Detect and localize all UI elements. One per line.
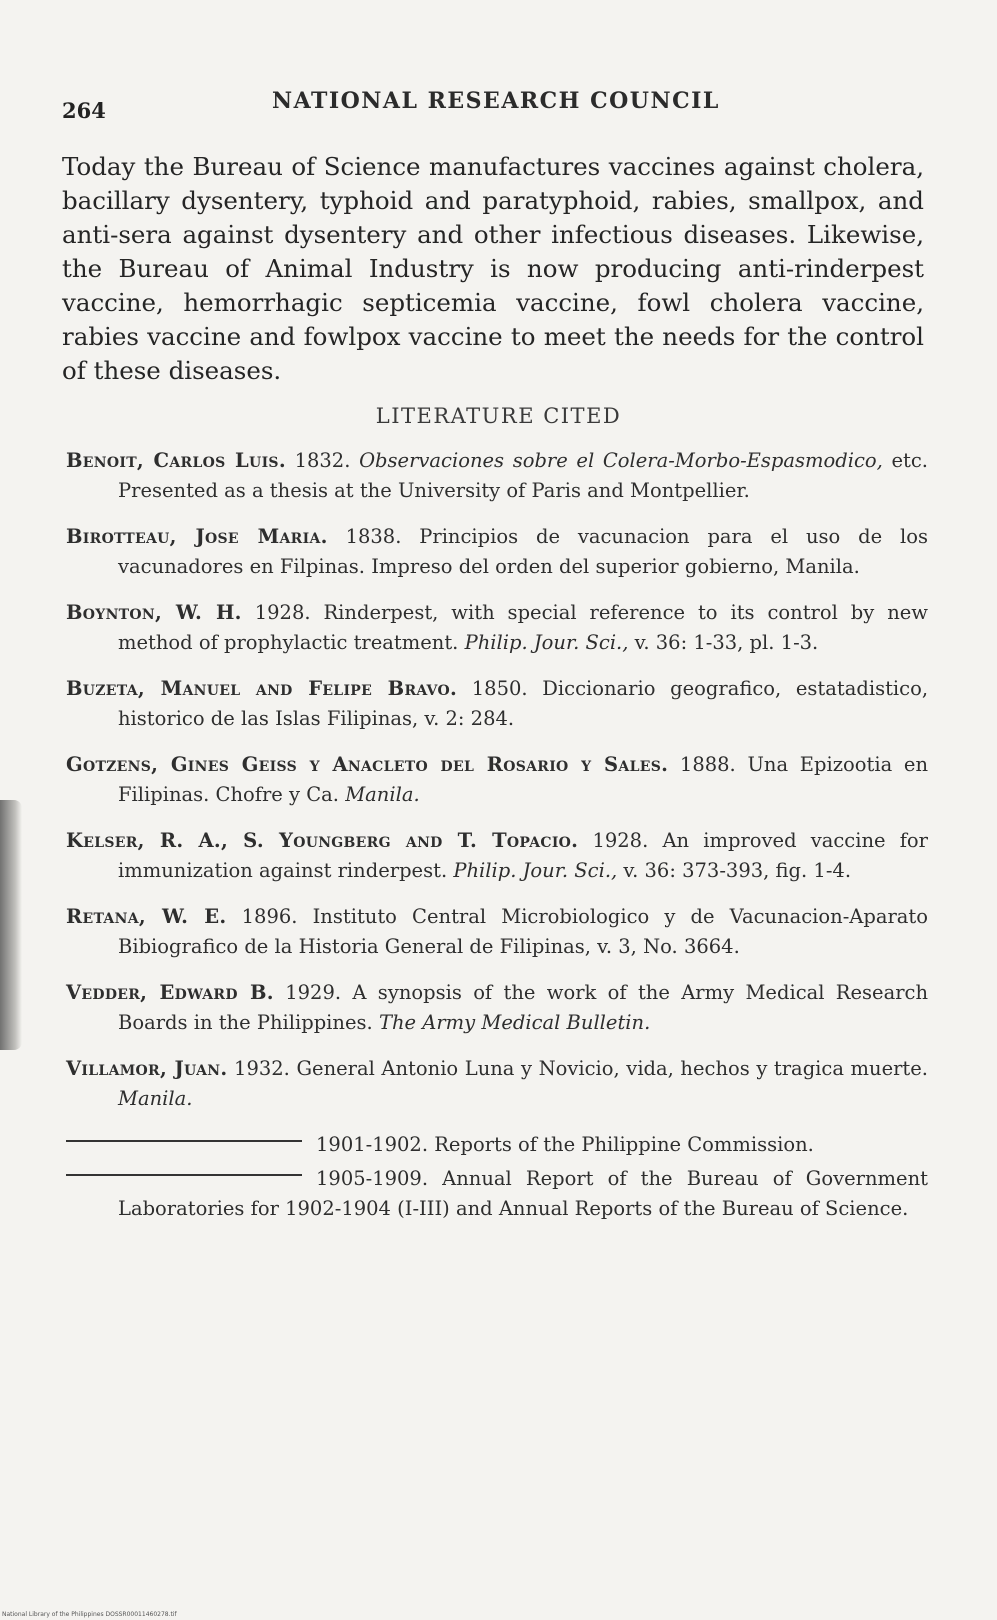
reference-author: Gotzens, Gines Geiss y Anacleto del Rosario y Sales. — [66, 753, 669, 776]
reference-text: General Antonio Luna y Novicio, vida, hechos y tragica muerte. — [296, 1057, 929, 1080]
reference-year: 1928. — [592, 829, 649, 852]
reference-author: Birotteau, Jose Maria. — [66, 525, 328, 548]
reference-item — [66, 978, 928, 1038]
reference-journal: The Army Medical Bulletin. — [378, 1011, 651, 1034]
reference-text: Instituto Central Microbiologico y de Vacunacion-Aparato Bibiografico de la Historia General de Filipinas, v. 3, No. 3664. — [118, 905, 929, 958]
reference-item — [66, 598, 928, 658]
reference-year: 1901-1902. — [316, 1133, 429, 1156]
running-title: NATIONAL RESEARCH COUNCIL — [272, 88, 720, 114]
ditto-rule — [66, 1140, 302, 1142]
reference-item — [66, 1130, 928, 1160]
reference-text: Rinderpest, with special reference to its control by new method of prophylactic treatment. — [118, 601, 928, 654]
page-binding-shadow — [0, 800, 22, 1050]
reference-item — [66, 750, 928, 810]
reference-author: Villamor, Juan. — [66, 1057, 228, 1080]
reference-item — [66, 674, 928, 734]
intro-paragraph: Today the Bureau of Science manufactures vaccines against cholera, bacillary dysentery, typhoid and paratyphoid, rabies, smallpox, and anti-sera against dysentery and other infectious diseases. Likewise, the Bureau of Animal Industry is now producing anti-rinderpest vaccine, hemorrhagic septicemia vaccine, fowl cholera vaccine, rabies vaccine and fowlpox vaccine to meet the needs for the control of these diseases. — [62, 152, 924, 385]
reference-text: An improved vaccine for immunization against rinderpest. — [118, 829, 928, 882]
reference-item — [66, 1054, 928, 1114]
reference-author: Retana, W. E. — [66, 905, 227, 928]
reference-year: 1929. — [285, 981, 342, 1004]
reference-title: Observaciones sobre el Colera-Morbo-Espasmodico, — [359, 449, 883, 472]
reference-journal: Philip. Jour. Sci., — [464, 631, 629, 654]
reference-text: Principios de vacunacion para el uso de los vacunadores en Filpinas. Impreso del orden del superior gobierno, Manila. — [118, 525, 928, 578]
reference-year: 1888. — [679, 753, 736, 776]
reference-author: Boynton, W. H. — [66, 601, 242, 624]
reference-item — [66, 522, 928, 582]
reference-year: 1932. — [234, 1057, 290, 1080]
reference-item — [66, 1164, 928, 1224]
reference-year: 1928. — [254, 601, 311, 624]
reference-text: v. 36: 373-393, fig. 1-4. — [623, 859, 852, 882]
reference-year: 1838. — [345, 525, 402, 548]
reference-year: 1896. — [241, 905, 298, 928]
reference-place: Manila. — [118, 1087, 193, 1110]
reference-text: Annual Report of the Bureau of Government Laboratories for 1902-1904 (I-III) and Annual Reports of the Bureau of Science. — [118, 1167, 928, 1220]
reference-text: Reports of the Philippine Commission. — [434, 1133, 814, 1156]
reference-text: A synopsis of the work of the Army Medical Research Boards in the Philippines. — [118, 981, 929, 1034]
references-list — [66, 446, 928, 1240]
reference-place: Manila. — [345, 783, 420, 806]
reference-item — [66, 902, 928, 962]
reference-item — [66, 446, 928, 506]
section-title: LITERATURE CITED — [375, 404, 622, 428]
reference-text: Una Epizootia en Filipinas. Chofre y Ca. — [118, 753, 929, 806]
reference-text: etc. Presented as a thesis at the University of Paris and Montpellier. — [118, 449, 928, 502]
reference-author: Benoit, Carlos Luis. — [66, 449, 286, 472]
page-number: 264 — [62, 98, 106, 123]
reference-year: 1905-1909. — [316, 1167, 429, 1190]
reference-author: Kelser, R. A., S. Youngberg and T. Topacio. — [66, 829, 579, 852]
reference-item — [66, 826, 928, 886]
reference-year: 1832. — [294, 449, 351, 472]
reference-author: Buzeta, Manuel and Felipe Bravo. — [66, 677, 458, 700]
reference-author: Vedder, Edward B. — [66, 981, 274, 1004]
ditto-rule — [66, 1174, 302, 1176]
reference-journal: Philip. Jour. Sci., — [453, 859, 618, 882]
reference-text: v. 36: 1-33, pl. 1-3. — [634, 631, 819, 654]
reference-text: Diccionario geografico, estatadistico, historico de las Islas Filipinas, v. 2: 284. — [118, 677, 929, 730]
reference-year: 1850. — [471, 677, 528, 700]
scan-footer: National Library of the Philippines DOSSR00011460278.tif — [2, 1611, 177, 1618]
